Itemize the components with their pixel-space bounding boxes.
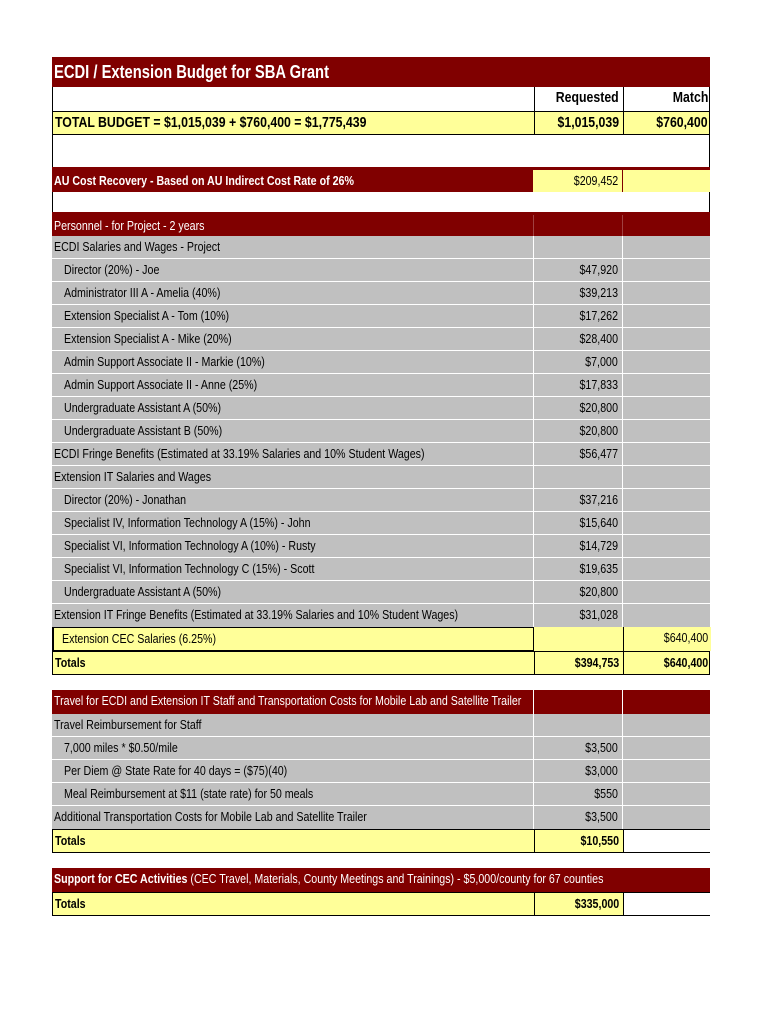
personnel-requested-total: $394,753 (574, 655, 619, 670)
personnel-match-total: $640,400 (663, 655, 708, 670)
cec-support-requested-total: $335,000 (574, 896, 619, 911)
line-item-label: Specialist VI, Information Technology C (15%) - Scott (64, 561, 315, 576)
cec-support-heading-bold: Support for CEC Activities (54, 871, 188, 886)
line-item-label: Director (20%) - Jonathan (64, 492, 187, 507)
it-item-row (52, 535, 710, 558)
line-item-requested: $37,216 (579, 492, 618, 507)
line-item-requested: $17,262 (579, 308, 618, 323)
cec-support-heading-rest: (CEC Travel, Materials, County Meetings and Trainings) - $5,000/county for 67 counties (187, 871, 604, 886)
header-labels-row (52, 87, 710, 111)
line-item-requested: $20,800 (579, 400, 618, 415)
ecdi-item-row (52, 374, 710, 397)
travel-additional-row (52, 806, 710, 829)
line-item-label: Specialist VI, Information Technology A (10%) - Rusty (64, 538, 316, 553)
line-item-requested: $15,640 (579, 515, 618, 530)
line-item-requested: $20,800 (579, 423, 618, 438)
line-item-requested: $17,833 (579, 377, 618, 392)
line-item-label: Extension Specialist A - Mike (20%) (64, 331, 232, 346)
line-item-requested: $14,729 (579, 538, 618, 553)
line-item-label: Administrator III A - Amelia (40%) (64, 285, 221, 300)
line-item-requested: $20,800 (579, 584, 618, 599)
line-item-requested: $550 (594, 786, 618, 801)
travel-heading-row (52, 690, 710, 714)
spacer-row (52, 675, 710, 690)
line-item-label: Undergraduate Assistant B (50%) (64, 423, 223, 438)
it-item-row (52, 558, 710, 581)
cec-salaries-match: $640,400 (663, 630, 708, 645)
it-heading: Extension IT Salaries and Wages (54, 469, 212, 484)
line-item-label: 7,000 miles * $0.50/mile (64, 740, 178, 755)
spacer-row (52, 192, 710, 212)
travel-item-row (52, 760, 710, 783)
total-budget-row (52, 111, 710, 135)
line-item-requested: $7,000 (585, 354, 618, 369)
it-heading-row (52, 466, 710, 489)
ecdi-item-row (52, 305, 710, 328)
line-item-label: Specialist IV, Information Technology A (15%) - John (64, 515, 311, 530)
it-fringe-row (52, 604, 710, 627)
ecdi-item-row (52, 282, 710, 305)
line-item-label: Admin Support Associate II - Markie (10%) (64, 354, 265, 369)
cec-support-totals-row (52, 892, 710, 916)
it-item-row (52, 489, 710, 512)
ecdi-item-row (52, 259, 710, 282)
totals-label: Totals (55, 655, 86, 670)
line-item-label: Admin Support Associate II - Anne (25%) (64, 377, 258, 392)
ecdi-item-row (52, 420, 710, 443)
travel-item-row (52, 737, 710, 760)
line-item-label: Meal Reimbursement at $11 (state rate) for 50 meals (64, 786, 314, 801)
ecdi-fringe-label: ECDI Fringe Benefits (Estimated at 33.19% Salaries and 10% Student Wages) (54, 446, 425, 461)
travel-additional-label: Additional Transportation Costs for Mobile Lab and Satellite Trailer (54, 809, 367, 824)
travel-totals-row (52, 829, 710, 853)
line-item-requested: $3,000 (585, 763, 618, 778)
totals-label: Totals (55, 896, 86, 911)
match-label: Match (672, 89, 708, 106)
line-item-requested: $28,400 (579, 331, 618, 346)
travel-item-row (52, 783, 710, 806)
ecdi-heading: ECDI Salaries and Wages - Project (54, 239, 221, 254)
requested-label: Requested (556, 89, 619, 106)
ecdi-heading-row (52, 236, 710, 259)
match-total: $760,400 (656, 114, 708, 131)
line-item-label: Undergraduate Assistant A (50%) (64, 584, 222, 599)
travel-additional-requested: $3,500 (585, 809, 618, 824)
line-item-label: Per Diem @ State Rate for 40 days = ($75)(40) (64, 763, 288, 778)
ecdi-fringe-row (52, 443, 710, 466)
personnel-heading-row (52, 212, 710, 236)
travel-reimb-heading-row (52, 714, 710, 737)
personnel-heading: Personnel - for Project - 2 years (54, 218, 205, 233)
it-item-row (52, 512, 710, 535)
line-item-requested: $19,635 (579, 561, 618, 576)
totals-label: Totals (55, 833, 86, 848)
line-item-requested: $39,213 (579, 285, 618, 300)
travel-heading: Travel for ECDI and Extension IT Staff and Transportation Costs for Mobile Lab and Satellite Trailer (54, 693, 522, 708)
line-item-requested: $47,920 (579, 262, 618, 277)
travel-requested-total: $10,550 (580, 833, 619, 848)
line-item-requested: $3,500 (585, 740, 618, 755)
line-item-label: Undergraduate Assistant A (50%) (64, 400, 222, 415)
cost-recovery-row (52, 167, 710, 192)
requested-total: $1,015,039 (557, 114, 619, 131)
total-budget-label: TOTAL BUDGET = $1,015,039 + $760,400 = $1,775,439 (55, 114, 367, 131)
ecdi-fringe-requested: $56,477 (579, 446, 618, 461)
line-item-label: Director (20%) - Joe (64, 262, 160, 277)
travel-reimb-heading: Travel Reimbursement for Staff (54, 717, 202, 732)
line-item-label: Extension Specialist A - Tom (10%) (64, 308, 230, 323)
it-item-row (52, 581, 710, 604)
cec-salaries-row (52, 627, 710, 651)
cost-recovery-label: AU Cost Recovery - Based on AU Indirect Cost Rate of 26% (54, 173, 354, 188)
ecdi-item-row (52, 328, 710, 351)
personnel-totals-row (52, 651, 710, 675)
cec-salaries-label: Extension CEC Salaries (6.25%) (62, 631, 217, 646)
spacer-row (52, 135, 710, 167)
it-fringe-requested: $31,028 (579, 607, 618, 622)
page-title: ECDI / Extension Budget for SBA Grant (54, 62, 329, 82)
title-row (52, 57, 710, 87)
budget-sheet (52, 57, 710, 916)
spacer-row (52, 853, 710, 868)
ecdi-item-row (52, 397, 710, 420)
it-fringe-label: Extension IT Fringe Benefits (Estimated at 33.19% Salaries and 10% Student Wages) (54, 607, 459, 622)
cec-support-heading-row (52, 868, 710, 892)
cost-recovery-requested: $209,452 (573, 173, 618, 188)
ecdi-item-row (52, 351, 710, 374)
